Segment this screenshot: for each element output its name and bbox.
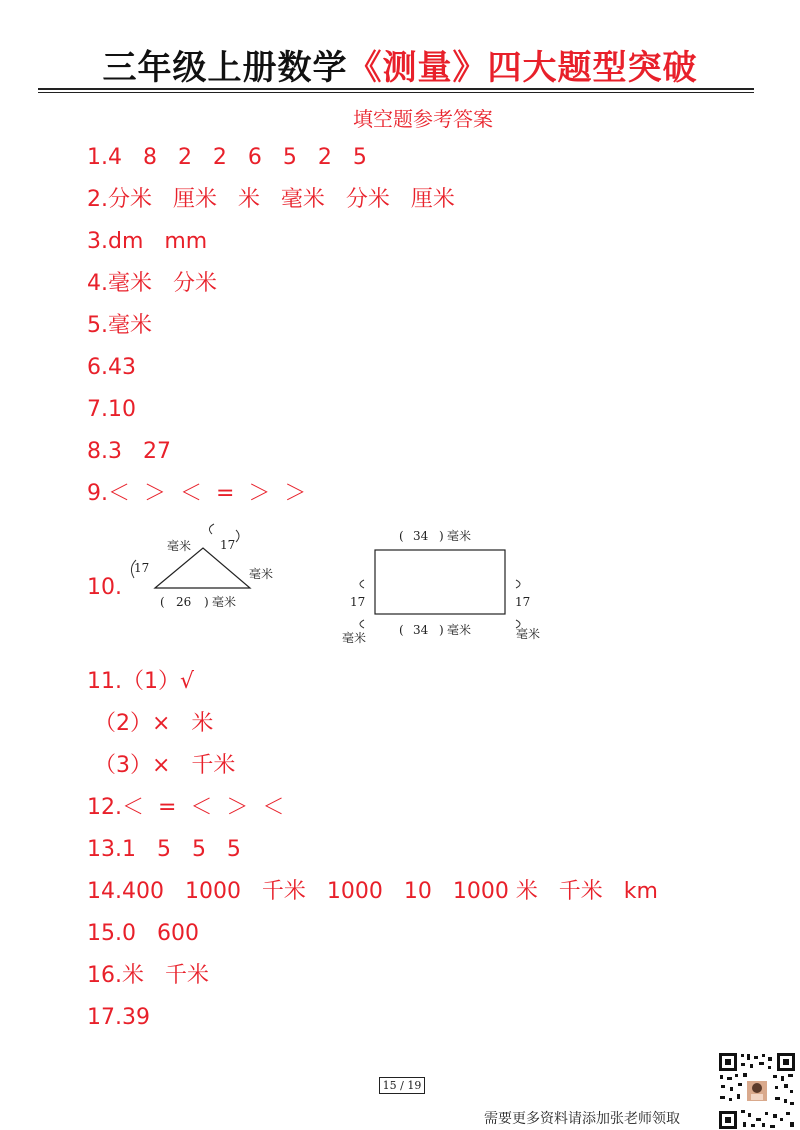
rect-bottom-value: 34 — [413, 623, 429, 637]
answer-10-label: 10. — [87, 575, 122, 600]
answer-17: 17.39 — [87, 1005, 150, 1030]
rect-top-value: 34 — [413, 529, 429, 543]
triangle-shape — [155, 548, 250, 588]
rect-top-unit: 毫米 — [447, 529, 472, 543]
answer-9: 9.＜ ＞ ＜ = ＞ ＞ — [87, 481, 307, 506]
answer-1: 1.4 8 2 2 6 5 2 5 — [87, 145, 367, 170]
answer-11-3: （3）× 千米 — [94, 753, 236, 778]
answer-11-1: 11.（1）√ — [87, 669, 195, 694]
answer-3: 3.dm mm — [87, 229, 208, 254]
footer-note: 需要更多资料请添加张老师领取 — [484, 1111, 680, 1127]
triangle-left-value: 17 — [134, 561, 150, 575]
answer-8: 8.3 27 — [87, 439, 171, 464]
section-subtitle: 填空题参考答案 — [353, 107, 493, 131]
title-main: 三年级上册数学 — [102, 48, 348, 88]
title-rule-thin — [38, 92, 754, 93]
triangle-base-unit: 毫米 — [212, 595, 237, 609]
answer-6: 6.43 — [87, 355, 136, 380]
answer-13: 13.1 5 5 5 — [87, 837, 241, 862]
answer-14: 14.400 1000 千米 1000 10 1000 米 千米 km — [87, 879, 658, 904]
rect-left-value: 17 — [350, 595, 366, 609]
answer-2: 2.分米 厘米 米 毫米 分米 厘米 — [87, 187, 455, 212]
page-number: 15 / 19 — [379, 1077, 425, 1094]
triangle-base-value: 26 — [176, 595, 192, 609]
rectangle-shape — [375, 550, 505, 614]
rect-right-value: 17 — [515, 595, 531, 609]
rect-right-unit: 毫米 — [516, 627, 541, 641]
answer-15: 15.0 600 — [87, 921, 199, 946]
answer-4: 4.毫米 分米 — [87, 271, 217, 296]
rect-bottom-left-paren: ( — [399, 623, 404, 637]
answer-10-diagram — [0, 520, 800, 650]
answer-5: 5.毫米 — [87, 313, 152, 338]
triangle-right-value: 17 — [220, 538, 236, 552]
rect-bottom-unit: 毫米 — [447, 623, 472, 637]
rect-top-left-paren: ( — [399, 529, 404, 543]
answer-11-2: （2）× 米 — [94, 711, 214, 736]
title-rule-thick — [38, 88, 754, 90]
rect-left-unit: 毫米 — [342, 631, 367, 645]
triangle-right-unit: 毫米 — [249, 567, 274, 581]
page-title — [0, 40, 800, 89]
triangle-base-right-paren: ) — [204, 595, 209, 609]
answer-16: 16.米 千米 — [87, 963, 209, 988]
answer-12: 12.＜ = ＜ ＞ ＜ — [87, 795, 285, 820]
triangle-base-left-paren: ( — [160, 595, 165, 609]
title-topic: 《测量》四大题型突破 — [347, 48, 698, 88]
answer-7: 7.10 — [87, 397, 136, 422]
rect-bottom-right-paren: ) — [439, 623, 444, 637]
rect-top-right-paren: ) — [439, 529, 444, 543]
triangle-left-unit: 毫米 — [167, 539, 192, 553]
qr-code-icon — [718, 1052, 796, 1130]
